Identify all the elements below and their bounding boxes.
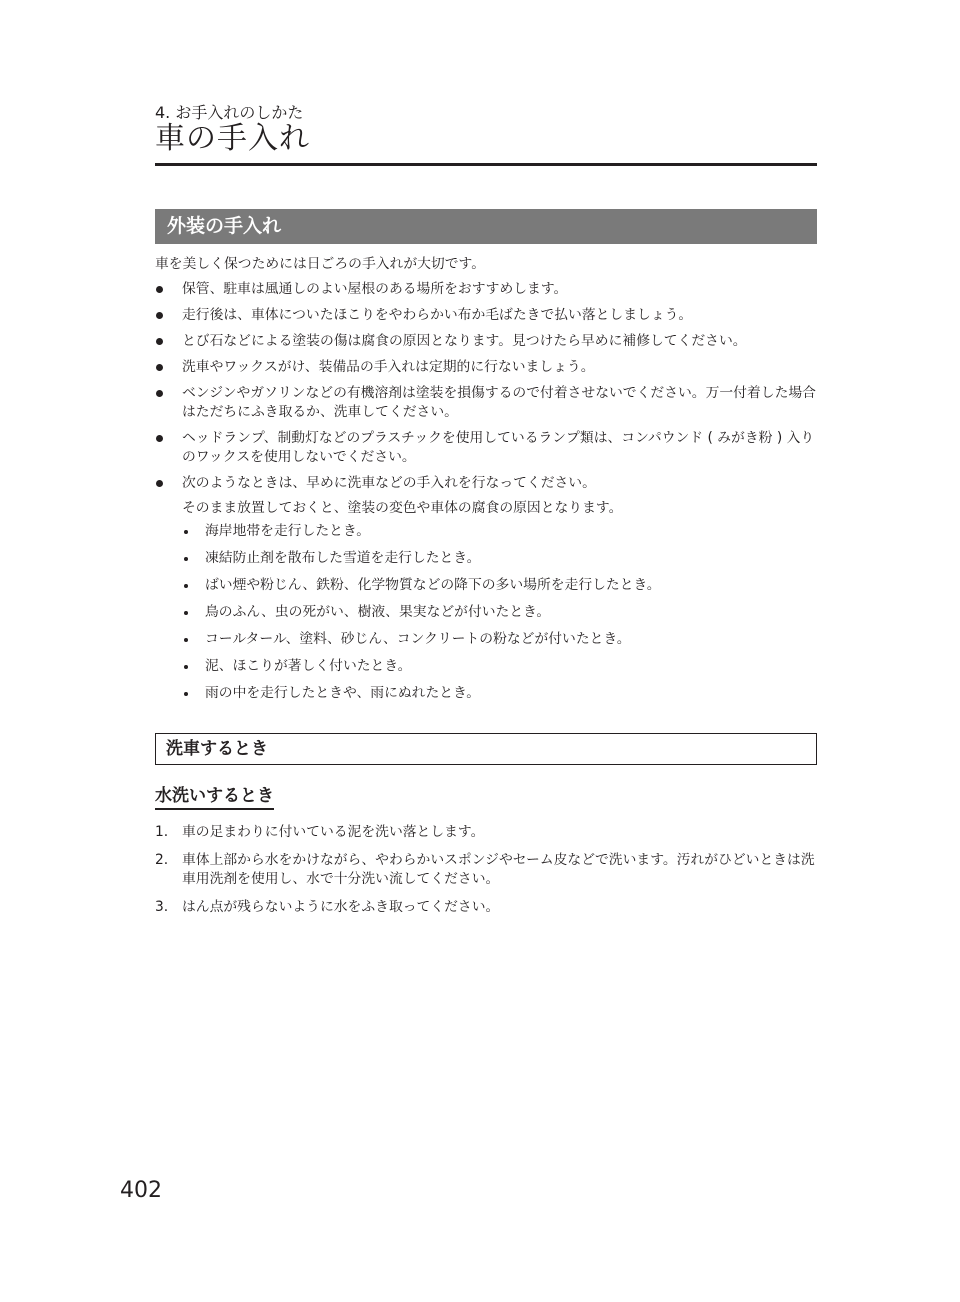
page-title: 車の手入れ	[155, 121, 310, 156]
sub-bullet-dot	[184, 665, 188, 669]
bullet-text: 保管、駐車は風通しのよい屋根のある場所をおすすめします。	[182, 281, 568, 297]
bullet-dot	[156, 480, 163, 487]
step-number: 2.	[155, 852, 169, 868]
section-heading: 外装の手入れ	[155, 209, 817, 244]
bullet-text: 走行後は、車体についたほこりをやわらかい布か毛ばたきで払い落としましょう。	[182, 307, 693, 323]
list-item	[155, 474, 817, 493]
sub-bullet-dot	[184, 584, 188, 588]
wash-steps-list	[155, 823, 817, 926]
sub-list-item	[155, 576, 817, 595]
sub-bullet-dot	[184, 530, 188, 534]
sub-list-item	[155, 630, 817, 649]
sub-list-item	[155, 522, 817, 541]
chapter-label: 4. お手入れのしかた	[155, 103, 304, 122]
sub-list-item	[155, 684, 817, 703]
sub-bullet-dot	[184, 638, 188, 642]
bullet-text: とび石などによる塗装の傷は腐食の原因となります。見つけたら早めに補修してください。	[182, 333, 747, 349]
list-item	[155, 429, 817, 467]
bullet-text: 洗車やワックスがけ、装備品の手入れは定期的に行ないましょう。	[182, 359, 595, 375]
step-item	[155, 851, 817, 889]
title-rule	[155, 163, 817, 166]
sub-list-item	[155, 549, 817, 568]
sub-item-text: ばい煙や粉じん、鉄粉、化学物質などの降下の多い場所を走行したとき。	[205, 577, 661, 593]
care-bullet-list	[155, 280, 817, 711]
step-text: 車体上部から水をかけながら、やわらかいスポンジやセーム皮などで洗います。汚れがひどいときは洗車用洗剤を使用し、水で十分洗い流してください。	[182, 852, 815, 887]
page-number: 402	[120, 1178, 162, 1203]
condition-sub-list	[155, 522, 817, 703]
list-item	[155, 306, 817, 325]
sub-item-text: 泥、ほこりが著しく付いたとき。	[205, 658, 412, 674]
bullet-dot	[156, 390, 163, 397]
step-number: 1.	[155, 824, 169, 840]
sub-bullet-dot	[184, 692, 188, 696]
sub-item-text: コールタール、塗料、砂じん、コンクリートの粉などが付いたとき。	[205, 631, 631, 647]
step-item	[155, 823, 817, 842]
water-wash-subheading: 水洗いするとき	[155, 785, 274, 810]
sub-item-text: 雨の中を走行したときや、雨にぬれたとき。	[205, 685, 481, 701]
bullet-dot	[156, 286, 163, 293]
list-item	[155, 384, 817, 422]
step-text: 車の足まわりに付いている泥を洗い落とします。	[182, 824, 485, 840]
bullet-text: ベンジンやガソリンなどの有機溶剤は塗装を損傷するので付着させないでください。万一付着した場合はただちにふき取るか、洗車してください。	[182, 385, 816, 420]
bullet-text: ヘッドランプ、制動灯などのプラスチックを使用しているランプ類は、コンパウンド ( みがき粉 ) 入りのワックスを使用しないでください。	[182, 430, 815, 465]
sub-item-text: 海岸地帯を走行したとき。	[205, 523, 371, 539]
bullet-dot	[156, 338, 163, 345]
bullet-dot	[156, 312, 163, 319]
bullet-note: そのまま放置しておくと、塗装の変色や車体の腐食の原因となります。	[182, 500, 623, 516]
bullet-text: 次のようなときは、早めに洗車などの手入れを行なってください。	[182, 475, 596, 491]
step-item	[155, 898, 817, 917]
sub-bullet-dot	[184, 611, 188, 615]
sub-list-item	[155, 603, 817, 622]
step-text: はん点が残らないように水をふき取ってください。	[182, 899, 500, 915]
sub-item-text: 鳥のふん、虫の死がい、樹液、果実などが付いたとき。	[205, 604, 551, 620]
bullet-dot	[156, 364, 163, 371]
list-item	[155, 332, 817, 351]
section-intro: 車を美しく保つためには日ごろの手入れが大切です。	[155, 256, 486, 272]
list-item	[155, 358, 817, 377]
list-item	[155, 280, 817, 299]
bullet-dot	[156, 435, 163, 442]
step-number: 3.	[155, 899, 169, 915]
washing-box-heading: 洗車するとき	[155, 733, 817, 765]
sub-bullet-dot	[184, 557, 188, 561]
sub-list-item	[155, 657, 817, 676]
sub-item-text: 凍結防止剤を散布した雪道を走行したとき。	[205, 550, 481, 566]
